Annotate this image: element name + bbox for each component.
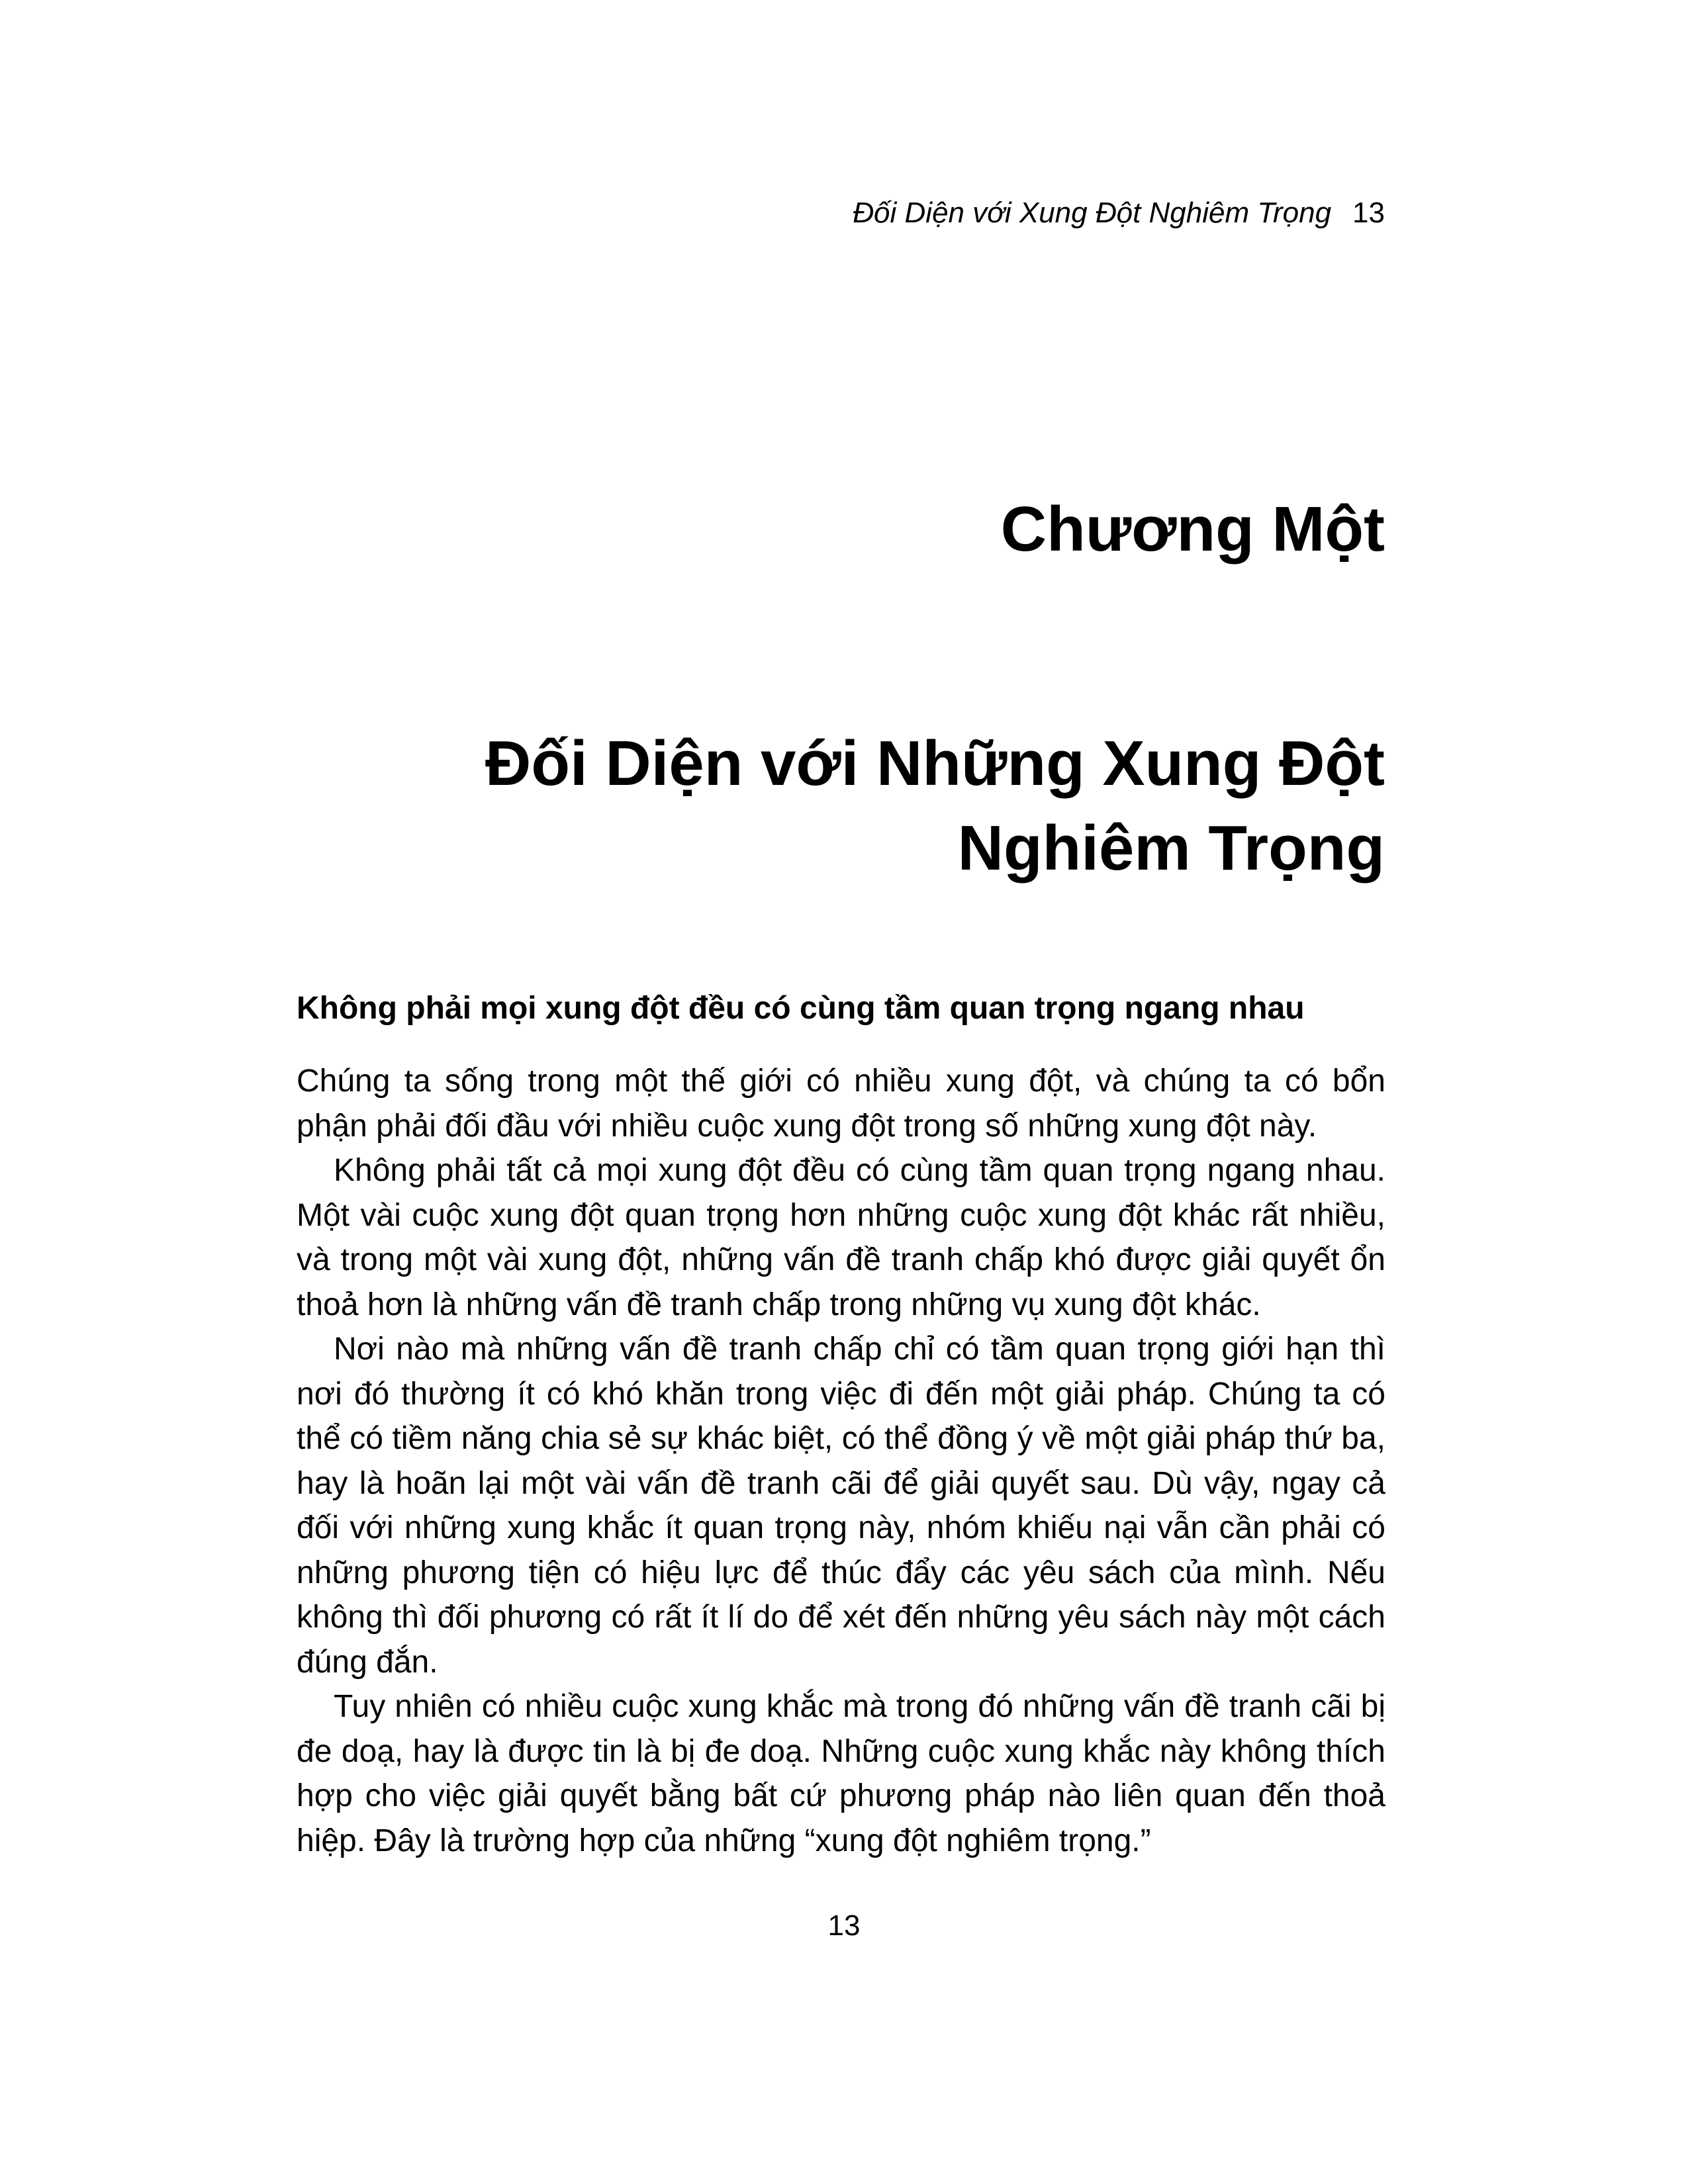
paragraph-3: Nơi nào mà những vấn đề tranh chấp chỉ có tầm quan trọng giới hạn thì nơi đó thường ít có khó khăn trong việc đi đến một giải pháp. Chúng ta có thể có tiềm năng chia sẻ sự khác biệt, có thể đồng ý về một giải pháp thứ ba, hay là hoãn lại một vài vấn đề tranh cãi để giải quyết sau. Dù vậy, ngay cả đối với những xung khắc ít quan trọng này, nhóm khiếu nại vẫn cần phải có những phương tiện có hiệu lực để thúc đẩy các yêu sách của mình. Nếu không thì đối phương có rất ít lí do để xét đến những yêu sách này một cách đúng đắn. (297, 1332, 1385, 1680)
chapter-title-line-1: Đối Diện với Những Xung Đột (485, 728, 1385, 799)
paragraph-4: Tuy nhiên có nhiều cuộc xung khắc mà trong đó những vấn đề tranh cãi bị đe doạ, hay là được tin là bị đe doạ. Những cuộc xung khắc này không thích hợp cho việc giải quyết bằng bất cứ phương pháp nào liên quan đến thoả hiệp. Đây là trường hợp của những “xung đột nghiêm trọng.” (297, 1689, 1385, 1858)
footer-page-number: 13 (827, 1909, 861, 1942)
section-heading: Không phải mọi xung đột đều có cùng tầm quan trọng ngang nhau (297, 991, 1305, 1026)
chapter-title (127, 721, 1385, 891)
running-header (853, 193, 1385, 233)
paragraph-2: Không phải tất cả mọi xung đột đều có cùng tầm quan trọng ngang nhau. Một vài cuộc xung đột quan trọng hơn những cuộc xung đột khác rất nhiều, và trong một vài xung đột, những vấn đề tranh chấp khó được giải quyết ổn thoả hơn là những vấn đề tranh chấp trong những vụ xung đột khác. (297, 1153, 1385, 1322)
running-header-title: Đối Diện với Xung Đột Nghiêm Trọng (853, 197, 1332, 229)
paragraph-1: Chúng ta sống trong một thế giới có nhiều xung đột, và chúng ta có bổn phận phải đối đầu với nhiều cuộc xung đột trong số những xung đột này. (297, 1064, 1385, 1144)
running-header-page-number: 13 (1352, 197, 1385, 229)
body-text (297, 1059, 1385, 1863)
chapter-title-line-2: Nghiêm Trọng (957, 813, 1385, 884)
chapter-label: Chương Một (1000, 494, 1385, 565)
